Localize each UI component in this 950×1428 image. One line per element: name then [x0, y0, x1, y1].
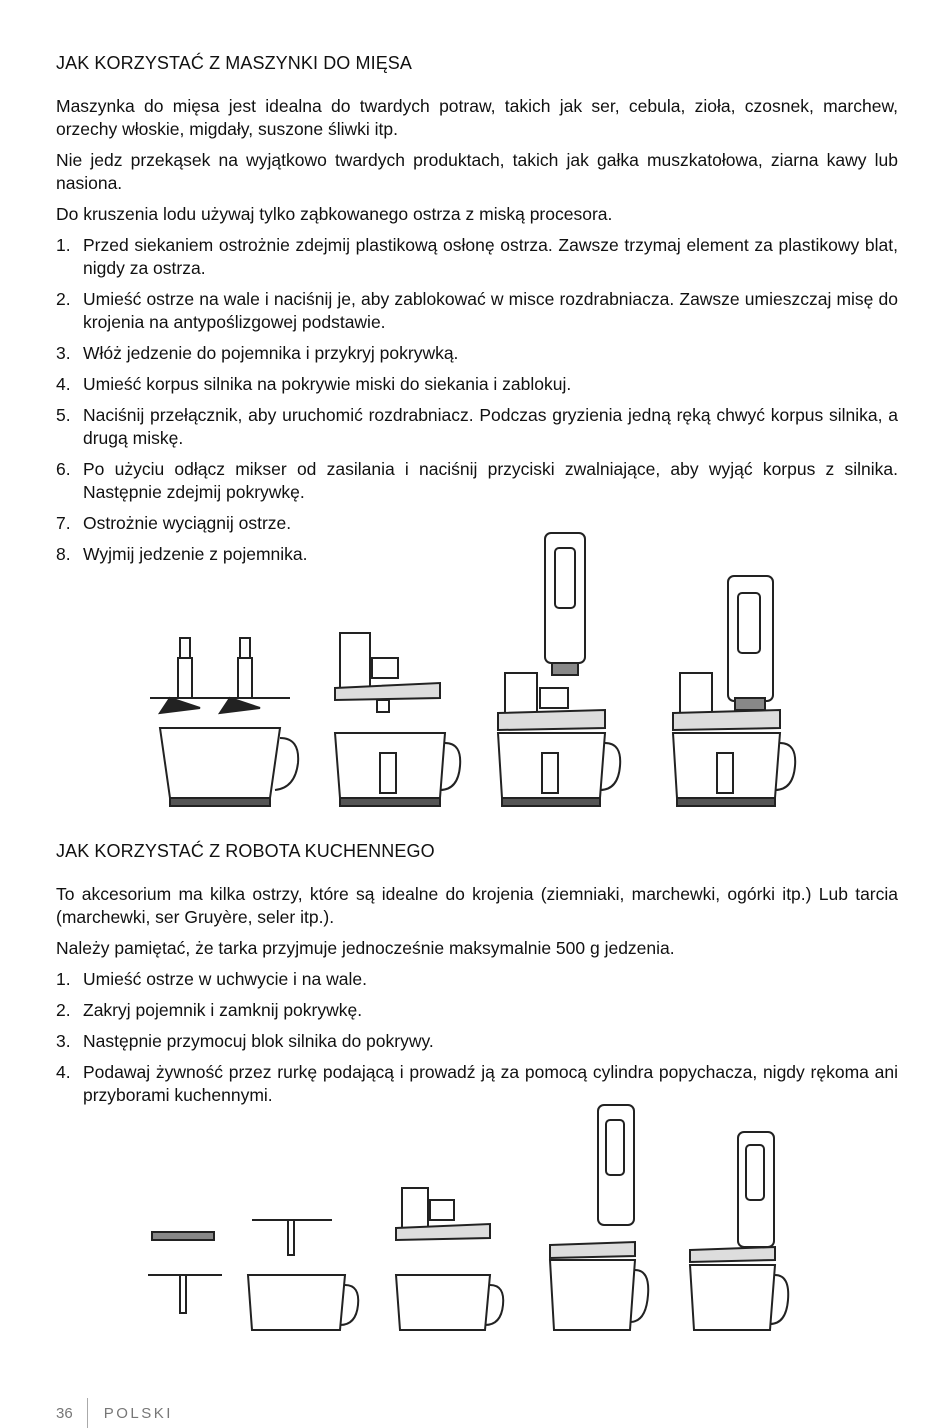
section-food-processor [56, 840, 898, 1115]
motor-unit-icon [550, 1105, 648, 1330]
section-title: JAK KORZYSTAĆ Z ROBOTA KUCHENNEGO [56, 841, 435, 861]
step-item: 3. Następnie przymocuj blok silnika do pokrywy. [56, 1031, 434, 1051]
paragraph: Należy pamiętać, że tarka przyjmuje jednocześnie maksymalnie 500 g jedzenia. [56, 938, 675, 958]
step-item: 1. Przed siekaniem ostrożnie zdejmij plastikową osłonę ostrza. Zawsze trzymaj element za plastikowy blat, nigdy za ostrza. [56, 235, 898, 278]
bowl-icon [335, 733, 460, 806]
paragraph: To akcesorium ma kilka ostrzy, które są idealne do krojenia (ziemniaki, marchewki, ogórki itp.) Lub tarcia (marchewki, ser Gruyère, seler itp.). [56, 884, 898, 927]
step-item: 2. Umieść ostrze na wale i naciśnij je, aby zablokować w misce rozdrabniacza. Zawsze umieszczaj misę do krojenia na antypoślizgowej podstawie. [56, 289, 898, 332]
blade-icon [150, 638, 290, 713]
steps-list [56, 234, 898, 566]
lid-icon [335, 633, 440, 712]
processor-icon [498, 673, 620, 806]
paragraph: Maszynka do mięsa jest idealna do twardych potraw, takich jak ser, cebula, zioła, czosnek, marchew, orzechy włoskie, migdały, suszone śliwki itp. [56, 96, 898, 139]
section-chopper [56, 52, 898, 574]
step-item: 8. Wyjmij jedzenie z pojemnika. [56, 544, 308, 564]
step-item: 7. Ostrożnie wyciągnij ostrze. [56, 513, 292, 533]
motor-unit-icon [545, 533, 585, 675]
step-item: 6. Po użyciu odłącz mikser od zasilania i naciśnij przyciski zwalniające, aby wyjąć korpus z silnika. Następnie zdejmij pokrywkę. [56, 459, 898, 502]
processor-icon [396, 1188, 503, 1330]
motor-unit-icon [728, 576, 773, 710]
step-item: 5. Naciśnij przełącznik, aby uruchomić rozdrabniacz. Podczas gryzienia jedną ręką chwyć korpus silnika, a drugą miskę. [56, 405, 898, 448]
section-title: JAK KORZYSTAĆ Z MASZYNKI DO MIĘSA [56, 53, 413, 73]
step-item: 3. Włóż jedzenie do pojemnika i przykryj pokrywką. [56, 343, 459, 363]
bowl-icon [248, 1220, 358, 1330]
steps-list [56, 968, 898, 1107]
step-item: 1. Umieść ostrze w uchwycie i na wale. [56, 969, 367, 989]
paragraph: Do kruszenia lodu używaj tylko ząbkowanego ostrza z miską procesora. [56, 204, 613, 224]
bowl-icon [160, 728, 298, 806]
processor-icon [673, 673, 795, 806]
step-item: 2. Zakryj pojemnik i zamknij pokrywkę. [56, 1000, 363, 1020]
motor-unit-icon [690, 1132, 788, 1330]
page-number: 36 [56, 1404, 73, 1422]
step-item: 4. Podawaj żywność przez rurkę podającą i prowadź ją za pomocą cylindra popychacza, nigdy rękoma ani przyborami kuchennymi. [56, 1062, 898, 1105]
paragraph: Nie jedz przekąsek na wyjątkowo twardych produktach, takich jak gałka muszkatołowa, ziarna kawy lub nasiona. [56, 150, 898, 193]
step-item: 4. Umieść korpus silnika na pokrywie miski do siekania i zablokuj. [56, 374, 572, 394]
language-label: POLSKI [103, 1404, 173, 1422]
slicing-disc-icon [148, 1232, 222, 1313]
food-processor-illustration [140, 1100, 820, 1340]
chopper-illustration [140, 528, 820, 818]
